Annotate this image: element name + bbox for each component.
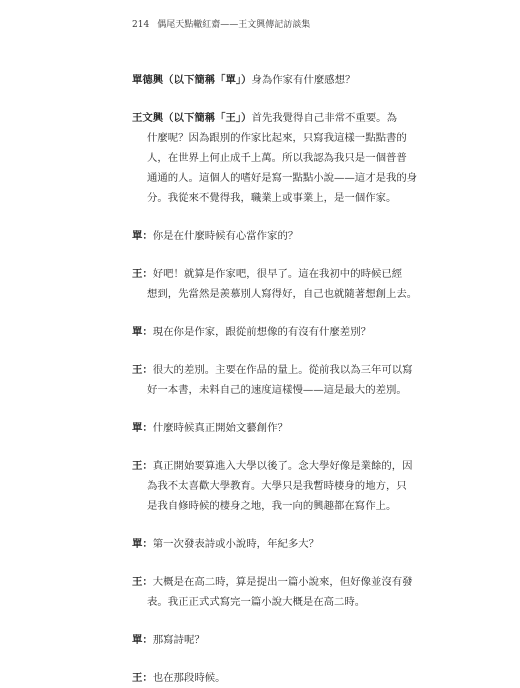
dialog-text: 首先我覺得自己非常不重要。為	[251, 112, 397, 124]
page-number: 214	[132, 20, 150, 30]
dialog-turn	[132, 572, 413, 612]
dialog-text: 身為作家有什麼感想？	[251, 74, 356, 86]
running-title: 偶尾天點轍紅齋——王文興傳記訪談集	[157, 20, 311, 30]
dialog-turn	[132, 456, 413, 516]
dialog-text: 分。我從來不覺得我，職業上或事業上，是一個作家。	[147, 192, 397, 204]
dialog-turn	[132, 668, 392, 688]
dialog-text: 人，在世界上何止成千上萬。所以我認為我只是一個普普	[147, 152, 407, 164]
dialog-text: 什麼呢？因為跟別的作家比起來，只寫我這樣一點點書的	[147, 132, 407, 144]
dialog-turn	[132, 534, 392, 554]
dialog-text: 那寫詩呢？	[152, 634, 205, 646]
interview-dialog	[132, 70, 418, 688]
dialog-text: 好一本書，未料自己的速度這樣慢——這是最大的差別。	[147, 384, 407, 396]
speaker-label: 單德興（以下簡稱「單」）	[132, 74, 252, 86]
running-header	[132, 17, 310, 30]
dialog-text: 通通的人。這個人的嗜好是寫一點點小說——這才是我的身	[147, 172, 418, 184]
speaker-label: 王：	[132, 672, 153, 684]
dialog-text: 好吧！就算是作家吧，很早了。這在我初中的時候已經	[152, 268, 403, 280]
dialog-turn	[132, 360, 413, 400]
dialog-text: 大概是在高二時，算是提出一篇小說來，但好像並沒有發	[152, 576, 413, 588]
dialog-text: 是我自修時候的棲身之地，我一向的興趣都在寫作上。	[147, 500, 397, 512]
speaker-label: 王：	[132, 576, 153, 588]
dialog-turn	[132, 630, 392, 650]
speaker-label: 單：	[132, 326, 153, 338]
dialog-text: 你是在什麼時候有心當作家的？	[152, 230, 299, 242]
dialog-turn	[132, 70, 392, 90]
speaker-label: 單：	[132, 230, 153, 242]
dialog-text: 現在你是作家，跟從前想像的有沒有什麼差別？	[152, 326, 371, 338]
dialog-text: 什麼時候真正開始文藝創作？	[152, 422, 288, 434]
dialog-text: 很大的差別。主要在作品的量上。從前我以為三年可以寫	[152, 364, 413, 376]
dialog-text: 也在那段時候。	[152, 672, 226, 684]
speaker-label: 王文興（以下簡稱「王」）	[132, 112, 252, 124]
speaker-label: 王：	[132, 268, 153, 280]
dialog-text: 真正開始要算進入大學以後了。念大學好像是業餘的，因	[152, 460, 413, 472]
speaker-label: 單：	[132, 538, 153, 550]
dialog-turn	[132, 264, 418, 304]
dialog-turn	[132, 108, 418, 208]
speaker-label: 單：	[132, 634, 153, 646]
speaker-label: 王：	[132, 460, 153, 472]
speaker-label: 王：	[132, 364, 153, 376]
dialog-turn	[132, 226, 392, 246]
dialog-text: 第一次發表詩或小說時，年紀多大？	[152, 538, 320, 550]
speaker-label: 單：	[132, 422, 153, 434]
dialog-text: 表。我正正式式寫完一篇小說大概是在高二時。	[147, 596, 366, 608]
dialog-turn	[132, 322, 392, 342]
dialog-text: 想到，先當然是羨慕別人寫得好，自己也就隨著想創上去。	[147, 288, 418, 300]
dialog-text: 為我不太喜歡大學教育。大學只是我暫時棲身的地方，只	[147, 480, 407, 492]
dialog-turn	[132, 418, 392, 438]
